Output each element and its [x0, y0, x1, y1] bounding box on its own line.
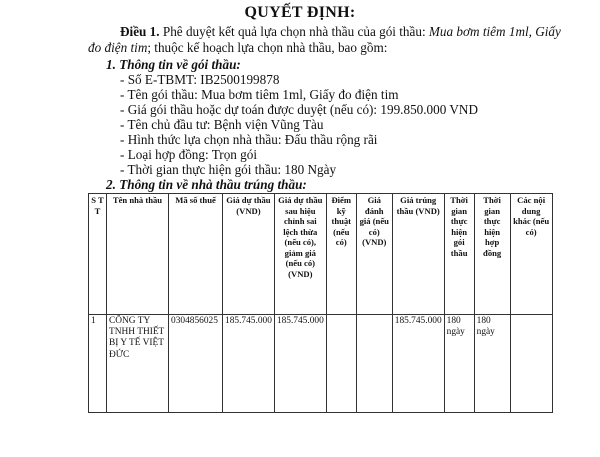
header-tech-score: Điểm kỹ thuật (nếu có): [326, 194, 356, 315]
info-contract-type: - Loại hợp đồng: Trọn gói: [120, 147, 258, 162]
package-name-italic: Mua bơm tiêm 1ml, Giấy đo điện tim: [88, 24, 561, 56]
cell-contract-duration: 180 ngày: [474, 315, 510, 413]
info-tbmt: - Số E-TBMT: IB2500199878: [120, 72, 280, 87]
cell-evaluated-price: [356, 315, 392, 413]
info-investor: - Tên chủ đầu tư: Bệnh viện Vũng Tàu: [120, 117, 324, 132]
cell-award-price: 185.745.000: [392, 315, 444, 413]
cell-bid-price: 185.745.000: [223, 315, 275, 413]
section-2-heading: 2. Thông tin về nhà thầu trúng thầu:: [106, 177, 307, 192]
header-bid-price: Giá dự thầu (VND): [223, 194, 275, 315]
header-award-price: Giá trúng thầu (VND): [392, 194, 444, 315]
cell-contractor: CÔNG TY TNHH THIẾT BỊ Y TẾ VIỆT ĐỨC: [107, 315, 169, 413]
header-tax-code: Mã số thuế: [169, 194, 223, 315]
decision-title: QUYẾT ĐỊNH:: [244, 4, 356, 21]
article-label: Điều 1.: [120, 24, 160, 39]
cell-package-duration: 180 ngày: [444, 315, 474, 413]
info-duration: - Thời gian thực hiện gói thầu: 180 Ngày: [120, 162, 337, 177]
cell-tech-score: [326, 315, 356, 413]
section-1-heading: 1. Thông tin về gói thầu:: [106, 57, 241, 72]
article-text-1: Phê duyệt kết quả lựa chọn nhà thầu của gói thầu:: [159, 24, 429, 39]
header-other: Các nội dung khác (nếu có): [510, 194, 552, 315]
cell-tax-code: 0304856025: [169, 315, 223, 413]
header-stt: S T T: [89, 194, 107, 315]
info-selection-method: - Hình thức lựa chọn nhà thầu: Đấu thầu rộng rãi: [120, 132, 378, 147]
header-evaluated-price: Giá đánh giá (nếu có) (VND): [356, 194, 392, 315]
header-adjusted-price: Giá dự thầu sau hiệu chỉnh sai lệch thừa (nếu có), giảm giá (nếu có) (VND): [274, 194, 326, 315]
cell-stt: 1: [89, 315, 107, 413]
header-package-duration: Thời gian thực hiện gói thầu: [444, 194, 474, 315]
info-package-name: - Tên gói thầu: Mua bơm tiêm 1ml, Giấy đo điện tim: [120, 87, 399, 102]
award-table: [88, 193, 553, 413]
cell-other: [510, 315, 552, 413]
article-text-2: ; thuộc kế hoạch lựa chọn nhà thầu, bao gồm:: [147, 40, 388, 56]
table-header-row: [89, 194, 553, 315]
cell-adjusted-price: 185.745.000: [274, 315, 326, 413]
header-contract-duration: Thời gian thực hiện hợp đồng: [474, 194, 510, 315]
table-row: [89, 315, 553, 413]
header-contractor: Tên nhà thầu: [107, 194, 169, 315]
info-package-price: - Giá gói thầu hoặc dự toán được duyệt (nếu có): 199.850.000 VND: [120, 102, 478, 117]
article-1-paragraph: [88, 24, 568, 56]
